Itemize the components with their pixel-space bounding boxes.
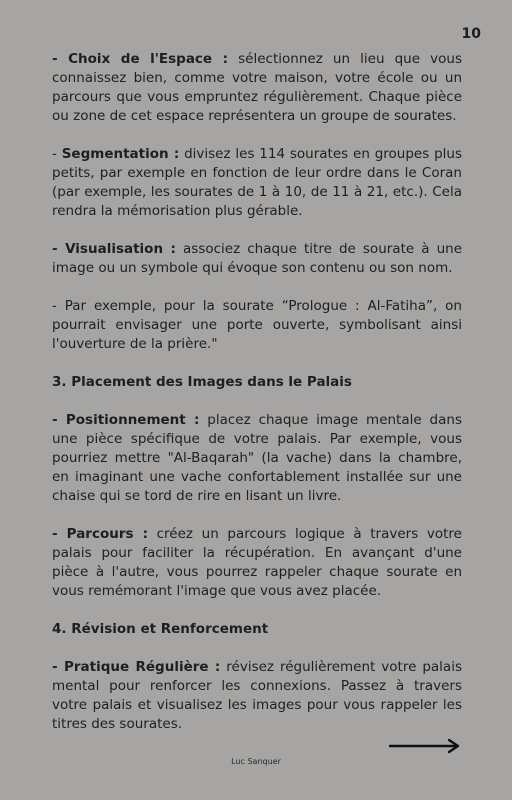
visualisation-prefix: -: [52, 241, 66, 257]
segmentation-text: divisez les 114 sourates en groupes plus petits, par exemple en fonction de leur ordre dans le Coran (par exemple, les sourates de 1 à 10, de 11 à 21, etc.). Cela rendra la mémorisation plus gérable.: [52, 146, 462, 219]
page-number: 10: [461, 26, 481, 42]
paragraph-choix-espace: [52, 50, 462, 126]
choix-espace-text: sélectionnez un lieu que vous connaissez bien, comme votre maison, votre école ou un parcours que vous empruntez régulièrement. Chaque pièce ou zone de cet espace représentera un groupe de sourates.: [52, 51, 463, 124]
pratique-text: révisez régulièrement votre palais mental pour renforcer les connexions. Passez à travers votre palais et visualisez les images pour vous rappeler les titres des sourates.: [52, 659, 462, 732]
parcours-text: créez un parcours logique à travers votre palais pour faciliter la récupération. En avançant d'une pièce à l'autre, vous pourrez rappeler chaque sourate en vous remémorant l'image que vous avez placée.: [52, 526, 462, 599]
positionnement-prefix: -: [52, 412, 66, 428]
segmentation-label: Segmentation :: [61, 146, 180, 162]
exemple-text: - Par exemple, pour la sourate “Prologue : Al-Fatiha”, on pourrait envisager une porte ouverte, symbolisant ainsi l'ouverture de la prière.": [52, 298, 462, 352]
section-heading-3: 3. Placement des Images dans le Palais: [52, 374, 352, 390]
paragraph-segmentation: [52, 145, 462, 221]
pratique-prefix: -: [52, 659, 64, 675]
visualisation-text: associez chaque titre de sourate à une image ou un symbole qui évoque son contenu ou son nom.: [52, 241, 463, 276]
paragraph-exemple: [52, 297, 462, 354]
parcours-label: Parcours :: [66, 526, 148, 542]
paragraph-positionnement: [52, 411, 462, 506]
choix-espace-label: - Choix de l'Espace :: [52, 51, 229, 67]
parcours-prefix: -: [52, 526, 67, 542]
positionnement-text: placez chaque image mentale dans une pièce spécifique de votre palais. Par exemple, vous pourriez mettre "Al-Baqarah" (la vache) dans la chambre, en imaginant une vache confortablement installée sur une chaise qui se tord de rire en lisant un livre.: [52, 412, 462, 504]
visualisation-label: Visualisation :: [65, 241, 176, 257]
positionnement-label: Positionnement :: [65, 412, 200, 428]
paragraph-visualisation: [52, 240, 462, 278]
paragraph-parcours: [52, 525, 462, 601]
footer-author: Luc Sanquer: [231, 757, 281, 766]
paragraph-pratique: [52, 658, 462, 734]
arrow-right-icon[interactable]: [389, 738, 463, 754]
section-heading-4: 4. Révision et Renforcement: [52, 621, 269, 637]
page-content: [52, 50, 462, 753]
segmentation-prefix: -: [52, 146, 62, 162]
pratique-label: Pratique Régulière :: [63, 659, 221, 675]
